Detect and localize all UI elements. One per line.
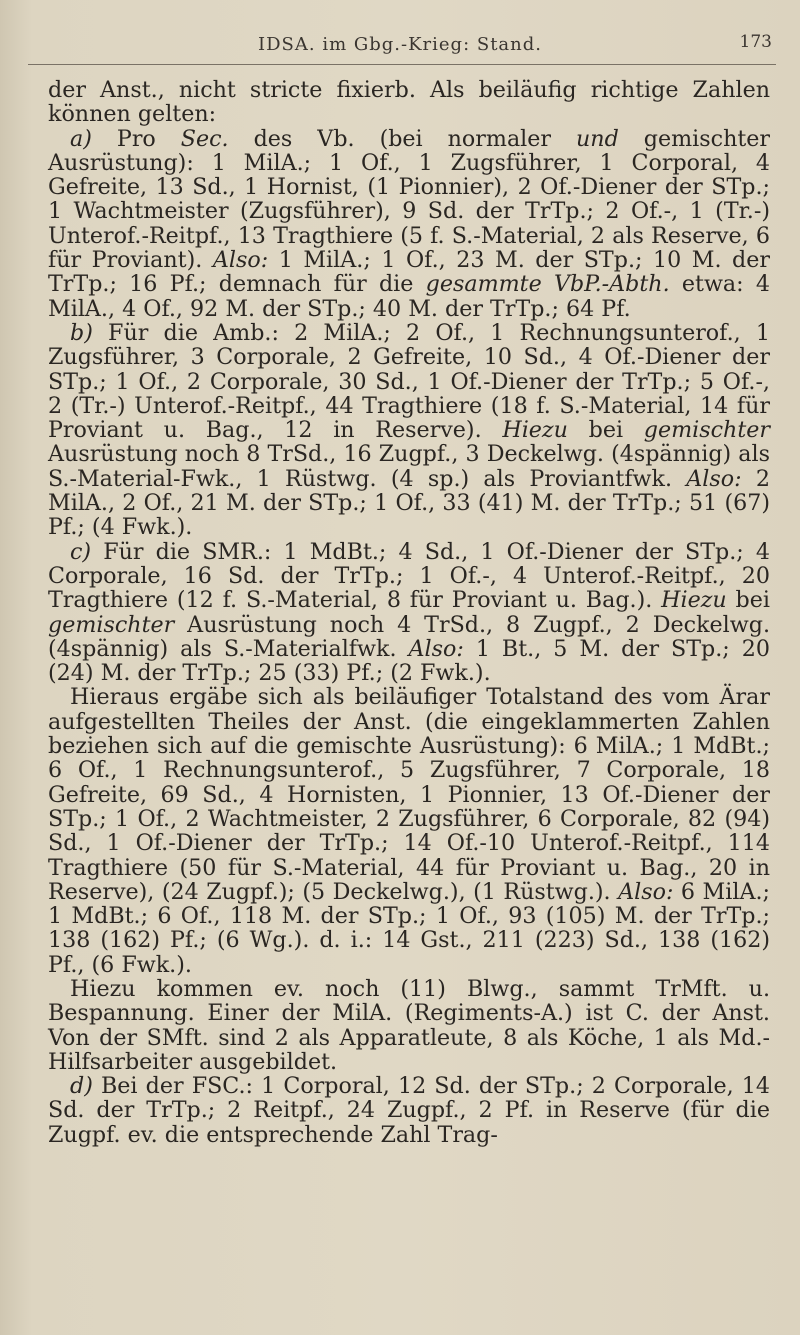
paragraph-p6	[48, 1074, 770, 1147]
italic-text: Also:	[686, 465, 742, 492]
running-header	[0, 28, 800, 64]
italic-text: Also:	[212, 247, 269, 274]
paragraph-p4	[48, 685, 770, 977]
text-run: etwa: 4 MilA., 4 Of., 92 M. der STp.; 40 M. der TrTp.; 64 Pf.	[48, 271, 770, 322]
italic-text: Hiezu	[661, 587, 727, 614]
page-number: 173	[739, 32, 772, 52]
italic-text: d)	[70, 1073, 101, 1100]
text-run: 1 Bt., 5 M. der STp.; 20 (24) M. der TrTp.; 25 (33) Pf.; (2 Fwk.).	[48, 635, 770, 687]
text-run: der Anst., nicht stricte fixierb. Als beiläufig richtige Zahlen können gelten:	[48, 77, 770, 128]
text-run: Hieraus ergäbe sich als beiläufiger Totalstand des vom Ärar aufgestellten Theiles der Anst. (die eingeklammerten Zahlen beziehen sich auf die gemischte Ausrüstung): 6 MilA.; 1 MdBt.; 6 Of., 1 Rechnungsunterof., 5 Zugsführer, 7 Corporale, 18 Gefreite, 69 Sd., 4 Hornisten, 1 Pionnier, 13 Of.-Diener der STp.; 1 Of., 2 Wachtmeister, 2 Zugsführer, 6 Corporale, 82 (94) Sd., 1 Of.-Diener der TrTp.; 14 Of.-10 Unterof.-Reitpf., 114 Tragthiere (50 für S.-Material, 44 für Proviant u. Bag., 20 in Reserve), (24 Zugpf.); (5 Deckelwg.), (1 Rüstwg.).	[48, 684, 770, 905]
text-run: bei	[726, 587, 770, 614]
text-run: gemischter Ausrüstung): 1 MilA.; 1 Of., 1 Zugsführer, 1 Corporal, 4 Gefreite, 13 Sd., 1 Hornist, (1 Pionnier), 2 Of.-Diener der STp.; 1 Wachtmeister (Zugsführer), 9 Sd. der TrTp.; 2 Of.-, 1 (Tr.-) Unterof.-Reitpf., 13 Tragthiere (5 f. S.-Material, 2 als Reserve, 6 für Proviant).	[48, 125, 771, 274]
paragraph-p5	[48, 977, 770, 1074]
italic-text: gesammte VbP.-Abth.	[425, 271, 670, 298]
text-run: 6 MilA.; 1 MdBt.; 6 Of., 118 M. der STp.; 1 Of., 93 (105) M. der TrTp.; 138 (162) Pf.; (6 Wg.). d. i.: 14 Gst., 211 (223) Sd., 138 (162) Pf., (6 Fwk.).	[48, 878, 770, 978]
text-run: Hiezu kommen ev. noch (11) Blwg., sammt TrMft. u. Bespannung. Einer der MilA. (Regiments-A.) ist C. der Anst. Von der SMft. sind 2 als Apparatleute, 8 als Köche, 1 als Md.-Hilfsarbeiter ausgebildet.	[48, 975, 770, 1075]
italic-text: a)	[70, 125, 117, 152]
italic-text: b)	[70, 319, 109, 346]
text-run: Pro	[116, 125, 181, 152]
text-run: Für die Amb.: 2 MilA.; 2 Of., 1 Rechnungsunterof., 1 Zugsführer, 3 Corporale, 2 Gefreite, 10 Sd., 4 Of.-Diener der STp.; 1 Of., 2 Corporale, 30 Sd., 1 Of.-Diener der TrTp.; 5 Of.-, 2 (Tr.-) Unterof.-Reitpf., 44 Tragthiere (18 f. S.-Material, 14 für Proviant u. Bag., 12 in Reserve).	[48, 319, 770, 444]
paragraph-p1	[48, 127, 770, 321]
text-run: 2 MilA., 2 Of., 21 M. der STp.; 1 Of., 33 (41) M. der TrTp.; 51 (67) Pf.; (4 Fwk.).	[48, 465, 770, 541]
text-run: Ausrüstung noch 4 TrSd., 8 Zugpf., 2 Deckelwg. (4spännig) als S.-Materialfwk.	[48, 611, 770, 662]
paragraph-p0	[48, 78, 770, 127]
text-run: bei	[567, 417, 644, 444]
text-run: des Vb. (bei normaler	[228, 125, 576, 152]
paragraph-p2	[48, 321, 770, 540]
body-text	[48, 78, 770, 1147]
paragraph-p3	[48, 540, 770, 686]
italic-text: Hiezu	[502, 417, 568, 444]
running-title: IDSA. im Gbg.-Krieg: Stand.	[258, 34, 542, 55]
italic-text: und	[576, 125, 619, 152]
text-run: Ausrüstung noch 8 TrSd., 16 Zugpf., 3 Deckelwg. (4spännig) als S.-Material-Fwk., 1 Rüstwg. (4 sp.) als Proviantfwk.	[48, 441, 770, 492]
italic-text: gemischter	[48, 611, 175, 638]
italic-text: c)	[70, 538, 104, 565]
italic-text: Also:	[408, 635, 464, 662]
italic-text: Also:	[618, 878, 674, 905]
italic-text: Sec.	[180, 125, 229, 152]
header-rule	[28, 64, 776, 65]
italic-text: gemischter	[643, 417, 770, 444]
text-run: Für die SMR.: 1 MdBt.; 4 Sd., 1 Of.-Diener der STp.; 4 Corporale, 16 Sd. der TrTp.; 1 Of.-, 4 Unterof.-Reitpf., 20 Tragthiere (12 f. S.-Material, 8 für Proviant u. Bag.).	[48, 538, 771, 614]
text-run: 1 MilA.; 1 Of., 23 M. der STp.; 10 M. der TrTp.; 16 Pf.; demnach für die	[48, 247, 770, 298]
text-run: Bei der FSC.: 1 Corporal, 12 Sd. der STp.; 2 Corporale, 14 Sd. der TrTp.; 2 Reitpf., 24 Zugpf., 2 Pf. in Reserve (für die Zugpf. ev. die entsprechende Zahl Trag-	[48, 1073, 770, 1148]
